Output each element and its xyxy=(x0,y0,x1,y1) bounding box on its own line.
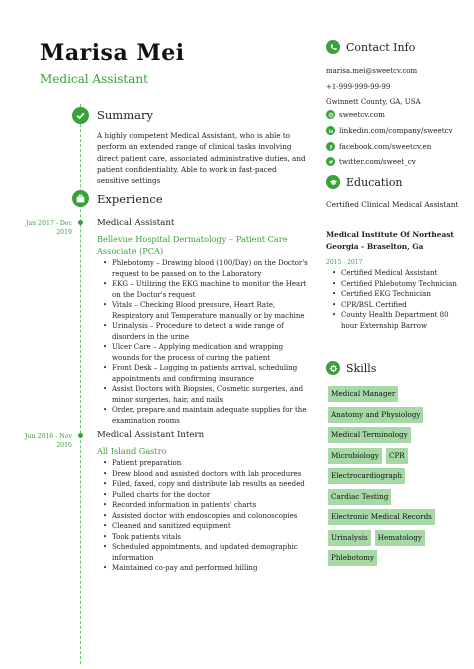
candidate-name: Marisa Mei xyxy=(40,40,185,66)
list-item: • Cleaned and sanitized equipment xyxy=(103,521,308,532)
email-text[interactable]: marisa.mei@sweetcv.com xyxy=(326,67,418,75)
skills-heading: Skills xyxy=(346,361,377,375)
skill-tag: Medical Terminology xyxy=(328,427,411,443)
skill-tag: Microbiology xyxy=(328,448,382,464)
list-item: • Phlebotomy – Drawing blood (100/Day) on the Doctor's request to be passed on to the Laboratory xyxy=(103,258,308,279)
skill-tag: Anatomy and Physiology xyxy=(328,407,423,423)
list-item: • EKG – Utilizing the EKG machine to monitor the Heart on the Doctor's request xyxy=(103,279,308,300)
linkedin-icon xyxy=(326,126,335,135)
contact-link-linkedin[interactable] xyxy=(326,126,453,135)
list-item: • Took patients vitals xyxy=(103,532,308,543)
phone-text: +1-999-999-99-99 xyxy=(326,83,391,91)
contact-section-header xyxy=(326,40,415,54)
contact-link-website[interactable] xyxy=(326,110,385,119)
education-certificate: Certified Clinical Medical Assistant xyxy=(326,200,459,209)
briefcase-icon xyxy=(72,190,89,207)
list-item: • Drew blood and assisted doctors with lab procedures xyxy=(103,469,308,480)
education-heading: Education xyxy=(346,175,403,189)
twitter-icon xyxy=(326,157,335,166)
education-section-header xyxy=(326,175,403,189)
job-role: Medical Assistant xyxy=(97,218,175,228)
list-item: • Urinalysis – Procedure to detect a wide range of disorders in the urine xyxy=(103,321,308,342)
job-company: All Island Gastro xyxy=(97,446,167,456)
list-item: • Order, prepare and maintain adequate supplies for the examination rooms xyxy=(103,405,308,426)
timeline-dot xyxy=(78,220,83,225)
list-item: • Assisted doctor with endoscopies and colonoscopies xyxy=(103,511,308,522)
skill-tag: Phlebotomy xyxy=(328,550,377,566)
list-item: • CPR/BSL Certified xyxy=(332,300,464,311)
phone-icon xyxy=(326,40,340,54)
job-bullets xyxy=(103,458,308,574)
gear-icon xyxy=(326,361,340,375)
summary-heading: Summary xyxy=(97,108,153,122)
list-item: • Patient preparation xyxy=(103,458,308,469)
summary-text: A highly competent Medical Assistant, who is able to perform an extended range of clinical tasks involving direct patient care, associated administrative duties, and patient confidentiality. Able to work in fast-paced sensitive settings xyxy=(97,131,306,186)
list-item: • Certified EKG Technician xyxy=(332,289,464,300)
skill-tag: CPR xyxy=(386,448,408,464)
contact-link-facebook[interactable] xyxy=(326,142,431,151)
skills-list xyxy=(328,386,468,571)
graduation-cap-icon xyxy=(326,175,340,189)
check-icon xyxy=(72,107,89,124)
timeline-line xyxy=(80,104,81,664)
skill-tag: Hematology xyxy=(375,530,425,546)
facebook-icon xyxy=(326,142,335,151)
skill-tag: Cardiac Testing xyxy=(328,489,391,505)
education-date: 2015 - 2017 xyxy=(326,259,363,266)
list-item: • Front Desk – Logging in patients arrival, scheduling appointments and confirming insurance xyxy=(103,363,308,384)
job-company: Bellevue Hospital Dermatology – Patient Care Associate (PCA) xyxy=(97,234,288,256)
list-item: • Maintained co-pay and performed billing xyxy=(103,563,308,574)
job-title: Medical Assistant xyxy=(40,72,148,86)
job-role: Medical Assistant Intern xyxy=(97,430,205,440)
job-bullets xyxy=(103,258,308,426)
list-item: • Certified Phlebotomy Technician xyxy=(332,279,464,290)
job-date: Jan 2017 - Dec 2019 xyxy=(26,220,72,236)
skill-tag: Electronic Medical Records xyxy=(328,509,435,525)
education-bullets xyxy=(332,268,464,332)
education-school: Medical Institute Of Northeast Georgia - Braselton, Ga xyxy=(326,230,454,251)
skill-tag: Electrocardiograph xyxy=(328,468,405,484)
link-text: facebook.com/sweetcv.en xyxy=(339,142,432,151)
location-text: Gwinnett County, GA, USA xyxy=(326,98,421,106)
job-date: Jun 2016 - Nov 2016 xyxy=(25,433,72,449)
link-text: linkedin.com/company/sweetcv xyxy=(339,126,453,135)
list-item: • Scheduled appointments, and updated demographic information xyxy=(103,542,308,563)
timeline-dot xyxy=(78,433,83,438)
list-item: • Recorded information in patients' charts xyxy=(103,500,308,511)
skills-section-header xyxy=(326,361,376,375)
list-item: • Pulled charts for the doctor xyxy=(103,490,308,501)
globe-icon xyxy=(326,110,335,119)
list-item: • Vitals – Checking Blood pressure, Heart Rate, Respiratory and Temperature manually or by machine xyxy=(103,300,308,321)
list-item: • Ulcer Care – Applying medication and wrapping wounds for the process of curing the patient xyxy=(103,342,308,363)
experience-heading: Experience xyxy=(97,192,163,206)
link-text: twitter.com/sweet_cv xyxy=(339,157,416,166)
contact-heading: Contact Info xyxy=(346,40,416,54)
list-item: • Assist Doctors with Biopsies, Cosmetic surgeries, and minor surgeries, hair, and nails xyxy=(103,384,308,405)
link-text: sweetcv.com xyxy=(339,110,385,119)
contact-link-twitter[interactable] xyxy=(326,157,416,166)
skill-tag: Medical Manager xyxy=(328,386,398,402)
skill-tag: Urinalysis xyxy=(328,530,371,546)
list-item: • County Health Department 80 hour Externship Barrow xyxy=(332,310,464,331)
list-item: • Certified Medical Assistant xyxy=(332,268,464,279)
list-item: • Filed, faxed, copy and distribute lab results as needed xyxy=(103,479,308,490)
